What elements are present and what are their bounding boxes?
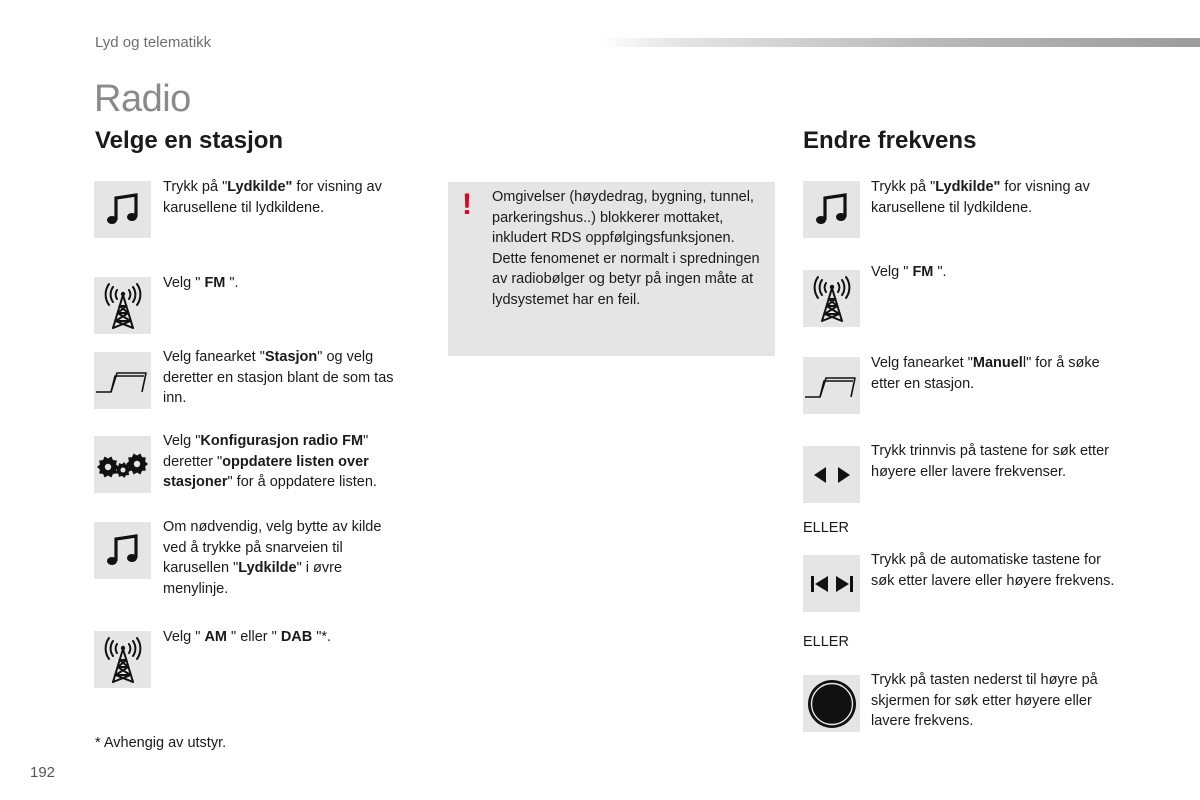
- left-step-3-text: Velg fanearket "Stasjon" og velg deretter en stasjon blant de som tas inn.: [163, 349, 394, 406]
- footnote: * Avhengig av utstyr.: [95, 735, 227, 751]
- music-note-icon: [94, 522, 151, 579]
- tab-icon: [94, 352, 151, 409]
- radio-tower-icon: [803, 270, 860, 327]
- warning-text: Omgivelser (høydedrag, bygning, tunnel, parkeringshus..) blokkerer mottaket, inkludert RDS oppfølgingsfunksjonen. Dette fenomenet er normalt i spredningen av radiobølger og betyr på ingen måte at lydsystemet har en feil.: [492, 189, 760, 308]
- music-note-icon: [803, 181, 860, 238]
- right-step-6-text: Trykk på tasten nederst til høyre på skjermen for søk etter høyere eller lavere frekvens.: [871, 672, 1098, 729]
- left-step-2-text: Velg " FM ".: [163, 275, 239, 291]
- warning-box: [448, 182, 775, 356]
- step-arrows-icon: [803, 446, 860, 503]
- page-number: 192: [30, 764, 56, 781]
- right-step-2-text: Velg " FM ".: [871, 264, 947, 280]
- right-step-1-text: Trykk på "Lydkilde" for visning av karusellene til lydkildene.: [871, 179, 1090, 216]
- right-step-3-text: Velg fanearket "Manuell" for å søke etter en stasjon.: [871, 355, 1100, 392]
- left-subtitle: Velge en stasjon: [95, 127, 284, 154]
- left-step-4-text: Velg "Konfigurasjon radio FM" deretter "oppdatere listen over stasjoner" for å oppdatere listen.: [163, 433, 377, 490]
- right-subtitle: Endre frekvens: [803, 127, 977, 154]
- page-title: Radio: [94, 78, 191, 120]
- header-bar: [600, 38, 1200, 47]
- radio-tower-icon: [94, 631, 151, 688]
- right-step-5-text: Trykk på de automatiske tastene for søk etter lavere eller høyere frekvens.: [871, 552, 1115, 589]
- warning-icon: !: [462, 188, 472, 221]
- or-label-2: ELLER: [803, 634, 849, 650]
- radio-tower-icon: [94, 277, 151, 334]
- tab-icon: [803, 357, 860, 414]
- left-step-1-text: Trykk på "Lydkilde" for visning av karusellene til lydkildene.: [163, 179, 382, 216]
- gears-icon: [94, 436, 151, 493]
- right-step-4-text: Trykk trinnvis på tastene for søk etter høyere eller lavere frekvenser.: [871, 443, 1109, 480]
- left-step-6-text: Velg " AM " eller " DAB "*.: [163, 629, 332, 645]
- or-label-1: ELLER: [803, 520, 849, 536]
- section-label: Lyd og telematikk: [95, 34, 212, 51]
- skip-arrows-icon: [803, 555, 860, 612]
- left-step-5-text: Om nødvendig, velg bytte av kilde ved å trykke på snarveien til karusellen "Lydkilde" i øvre menylinje.: [163, 519, 382, 597]
- music-note-icon: [94, 181, 151, 238]
- round-button-icon: [803, 675, 860, 732]
